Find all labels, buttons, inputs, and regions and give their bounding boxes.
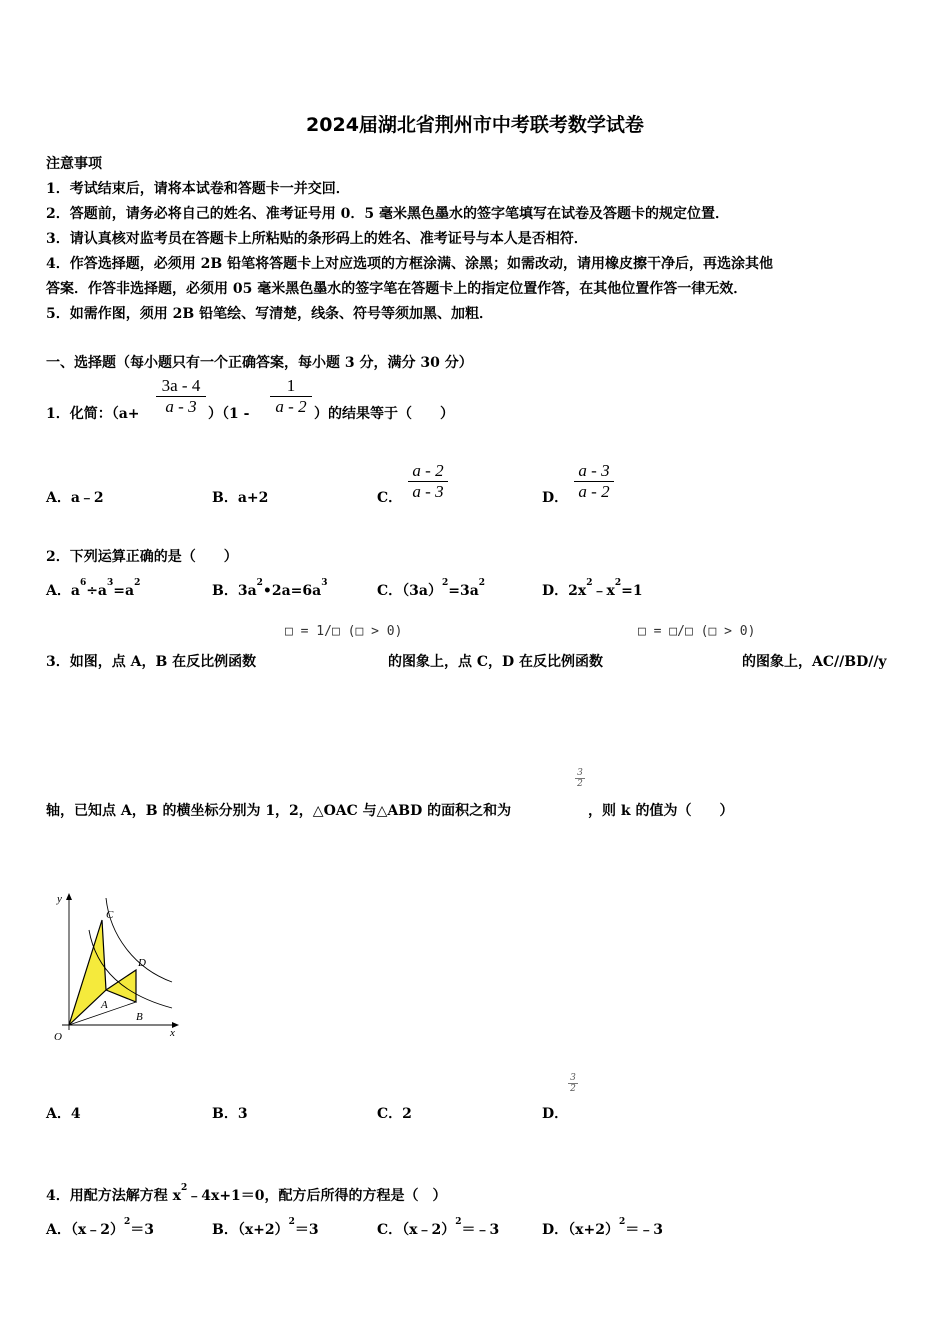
curve-k — [106, 898, 172, 982]
q3-function-2: □ = □/□ (□ > 0) — [638, 624, 756, 639]
q1-prefix: 1．化简：（a+ — [46, 406, 140, 422]
q1-c-numerator: a - 2 — [412, 461, 444, 480]
q4-b-exp: 2 — [288, 1217, 295, 1227]
q1-frac1-denominator: a - 3 — [165, 397, 197, 416]
q3-line2-a: 轴，已知点 A，B 的横坐标分别为 1，2，△OAC 与△ABD 的面积之和为 — [46, 803, 512, 819]
q2-b-base: B．3a — [212, 583, 257, 599]
notice-item: 1．考试结束后，请将本试卷和答题卡一并交回． — [46, 181, 350, 197]
q4-b-base: B．（x+2） — [212, 1222, 289, 1238]
q1-suffix: ）的结果等于（ ） — [314, 406, 454, 422]
label-d: D — [138, 957, 146, 969]
q3-line1-c: 的图象上，AC//BD//y — [742, 654, 887, 670]
q4-c-end: ＝﹣3 — [461, 1222, 500, 1238]
q2-a-base: A．a — [46, 583, 80, 599]
notice-item: 答案．作答非选择题，必须用 05 毫米黑色墨水的签字笔在答题卡上的指定位置作答，在其他位置作答一律无效． — [46, 281, 748, 297]
q1-option-c-fraction — [408, 461, 448, 502]
q3-function-1: □ = 1/□ (□ > 0) — [285, 624, 403, 639]
q2-option-b — [212, 580, 328, 600]
q2-d-end: =1 — [621, 583, 643, 599]
q4-stem-b: ﹣4x+1＝0，配方后所得的方程是（ ） — [187, 1188, 447, 1204]
q4-a-end: ＝3 — [130, 1222, 154, 1238]
q1-frac2-denominator: a - 2 — [275, 397, 307, 416]
label-o: O — [54, 1031, 62, 1043]
q4-option-c — [377, 1219, 499, 1239]
q1-option-b: B．a+2 — [212, 490, 269, 506]
q1-mid: ）（1 - — [208, 406, 250, 422]
notice-item: 2．答题前，请务必将自己的姓名、准考证号用 0．5 毫米黑色墨水的签字笔填写在试卷及答题卡的规定位置． — [46, 206, 729, 222]
q4-option-b — [212, 1219, 319, 1239]
section-heading: 一、选择题（每小题只有一个正确答案，每小题 3 分，满分 30 分） — [46, 355, 473, 371]
q1-fraction-1 — [156, 376, 206, 417]
q2-d-mid: ﹣x — [592, 583, 615, 599]
label-b: B — [136, 1011, 143, 1023]
q3-frac-num: 3 — [577, 768, 583, 778]
q3-line2-b: ，则 k 的值为（ ） — [588, 803, 734, 819]
q1-option-a: A．a﹣2 — [46, 490, 104, 506]
q2-b-exp2: 3 — [321, 578, 328, 588]
q4-c-base: C．（x﹣2） — [377, 1222, 456, 1238]
q3-line1-a: 3．如图，点 A，B 在反比例函数 — [46, 654, 257, 670]
q2-c-exp1: 2 — [441, 578, 449, 588]
q4-d-base: D．（x+2） — [542, 1222, 619, 1238]
q4-c-exp: 2 — [455, 1217, 462, 1227]
notice-item: 4．作答选择题，必须用 2B 铅笔将答题卡上对应选项的方框涂满、涂黑；如需改动，请用橡皮擦干净后，再选涂其他 — [46, 256, 774, 272]
q4-d-end: ＝﹣3 — [625, 1222, 663, 1238]
q3-figure — [44, 890, 184, 1050]
q3-frac-den: 2 — [575, 778, 585, 789]
q4-b-end: ＝3 — [294, 1222, 319, 1238]
q3-line1-b: 的图象上，点 C，D 在反比例函数 — [388, 654, 604, 670]
q4-stem — [46, 1185, 447, 1205]
q3-option-b: B．3 — [212, 1106, 248, 1122]
label-a: A — [101, 999, 108, 1011]
q2-a-exp3: 2 — [134, 578, 141, 588]
q2-d-exp2: 2 — [614, 578, 622, 588]
q2-a-exp2: 3 — [107, 578, 114, 588]
q1-option-d-label: D． — [542, 490, 569, 506]
q2-d-exp1: 2 — [586, 578, 593, 588]
q3-option-c: C．2 — [377, 1106, 412, 1122]
q2-d-base: D．2x — [542, 583, 587, 599]
q4-stem-a: 4．用配方法解方程 x — [46, 1188, 181, 1204]
q1-d-numerator: a - 3 — [578, 461, 610, 480]
q1-frac2-numerator: 1 — [286, 376, 296, 395]
q2-c-end: =3a — [448, 583, 479, 599]
q4-d-exp: 2 — [618, 1217, 626, 1227]
q2-a-exp1: 6 — [79, 578, 87, 588]
q2-stem: 2．下列运算正确的是（ ） — [46, 549, 238, 565]
q1-c-denominator: a - 3 — [412, 482, 444, 501]
q3-option-d: D． — [542, 1106, 569, 1122]
q2-b-exp1: 2 — [256, 578, 263, 588]
q1-fraction-2 — [270, 376, 312, 417]
q4-option-d — [542, 1219, 663, 1239]
q3-d-num: 3 — [570, 1073, 576, 1083]
notice-item: 5．如需作图，须用 2B 铅笔绘、写清楚，线条、符号等须加黑、加粗． — [46, 306, 494, 322]
label-c: C — [106, 909, 114, 921]
label-y: y — [57, 893, 62, 905]
q2-a-end: =a — [113, 583, 135, 599]
q2-c-base: C．（3a） — [377, 583, 442, 599]
q1-d-denominator: a - 2 — [578, 482, 610, 501]
q3-option-d-fraction — [568, 1073, 578, 1094]
q2-option-d — [542, 580, 643, 600]
q2-option-c — [377, 580, 485, 600]
q4-stem-exp: 2 — [180, 1183, 188, 1193]
q1-option-c-label: C． — [377, 490, 403, 506]
y-axis-arrow — [66, 893, 72, 900]
q4-option-a — [46, 1219, 154, 1239]
notice-item: 3．请认真核对监考员在答题卡上所粘贴的条形码上的姓名、准考证号与本人是否相符． — [46, 231, 588, 247]
q1-frac1-numerator: 3a - 4 — [161, 376, 201, 395]
q1-option-d-fraction — [574, 461, 614, 502]
q3-option-a: A．4 — [46, 1106, 81, 1122]
label-x: x — [170, 1027, 175, 1039]
notice-heading: 注意事项 — [46, 156, 102, 172]
q2-option-a — [46, 580, 140, 600]
q4-a-exp: 2 — [123, 1217, 131, 1227]
q3-frac-three-halves — [575, 768, 585, 789]
q2-c-exp2: 2 — [478, 578, 486, 588]
q3-d-den: 2 — [568, 1083, 578, 1094]
q2-b-mid: •2a=6a — [262, 583, 322, 599]
page-title: 2024届湖北省荆州市中考联考数学试卷 — [306, 114, 644, 136]
q4-a-base: A．（x﹣2） — [46, 1222, 124, 1238]
q2-a-mid: ÷a — [86, 583, 108, 599]
